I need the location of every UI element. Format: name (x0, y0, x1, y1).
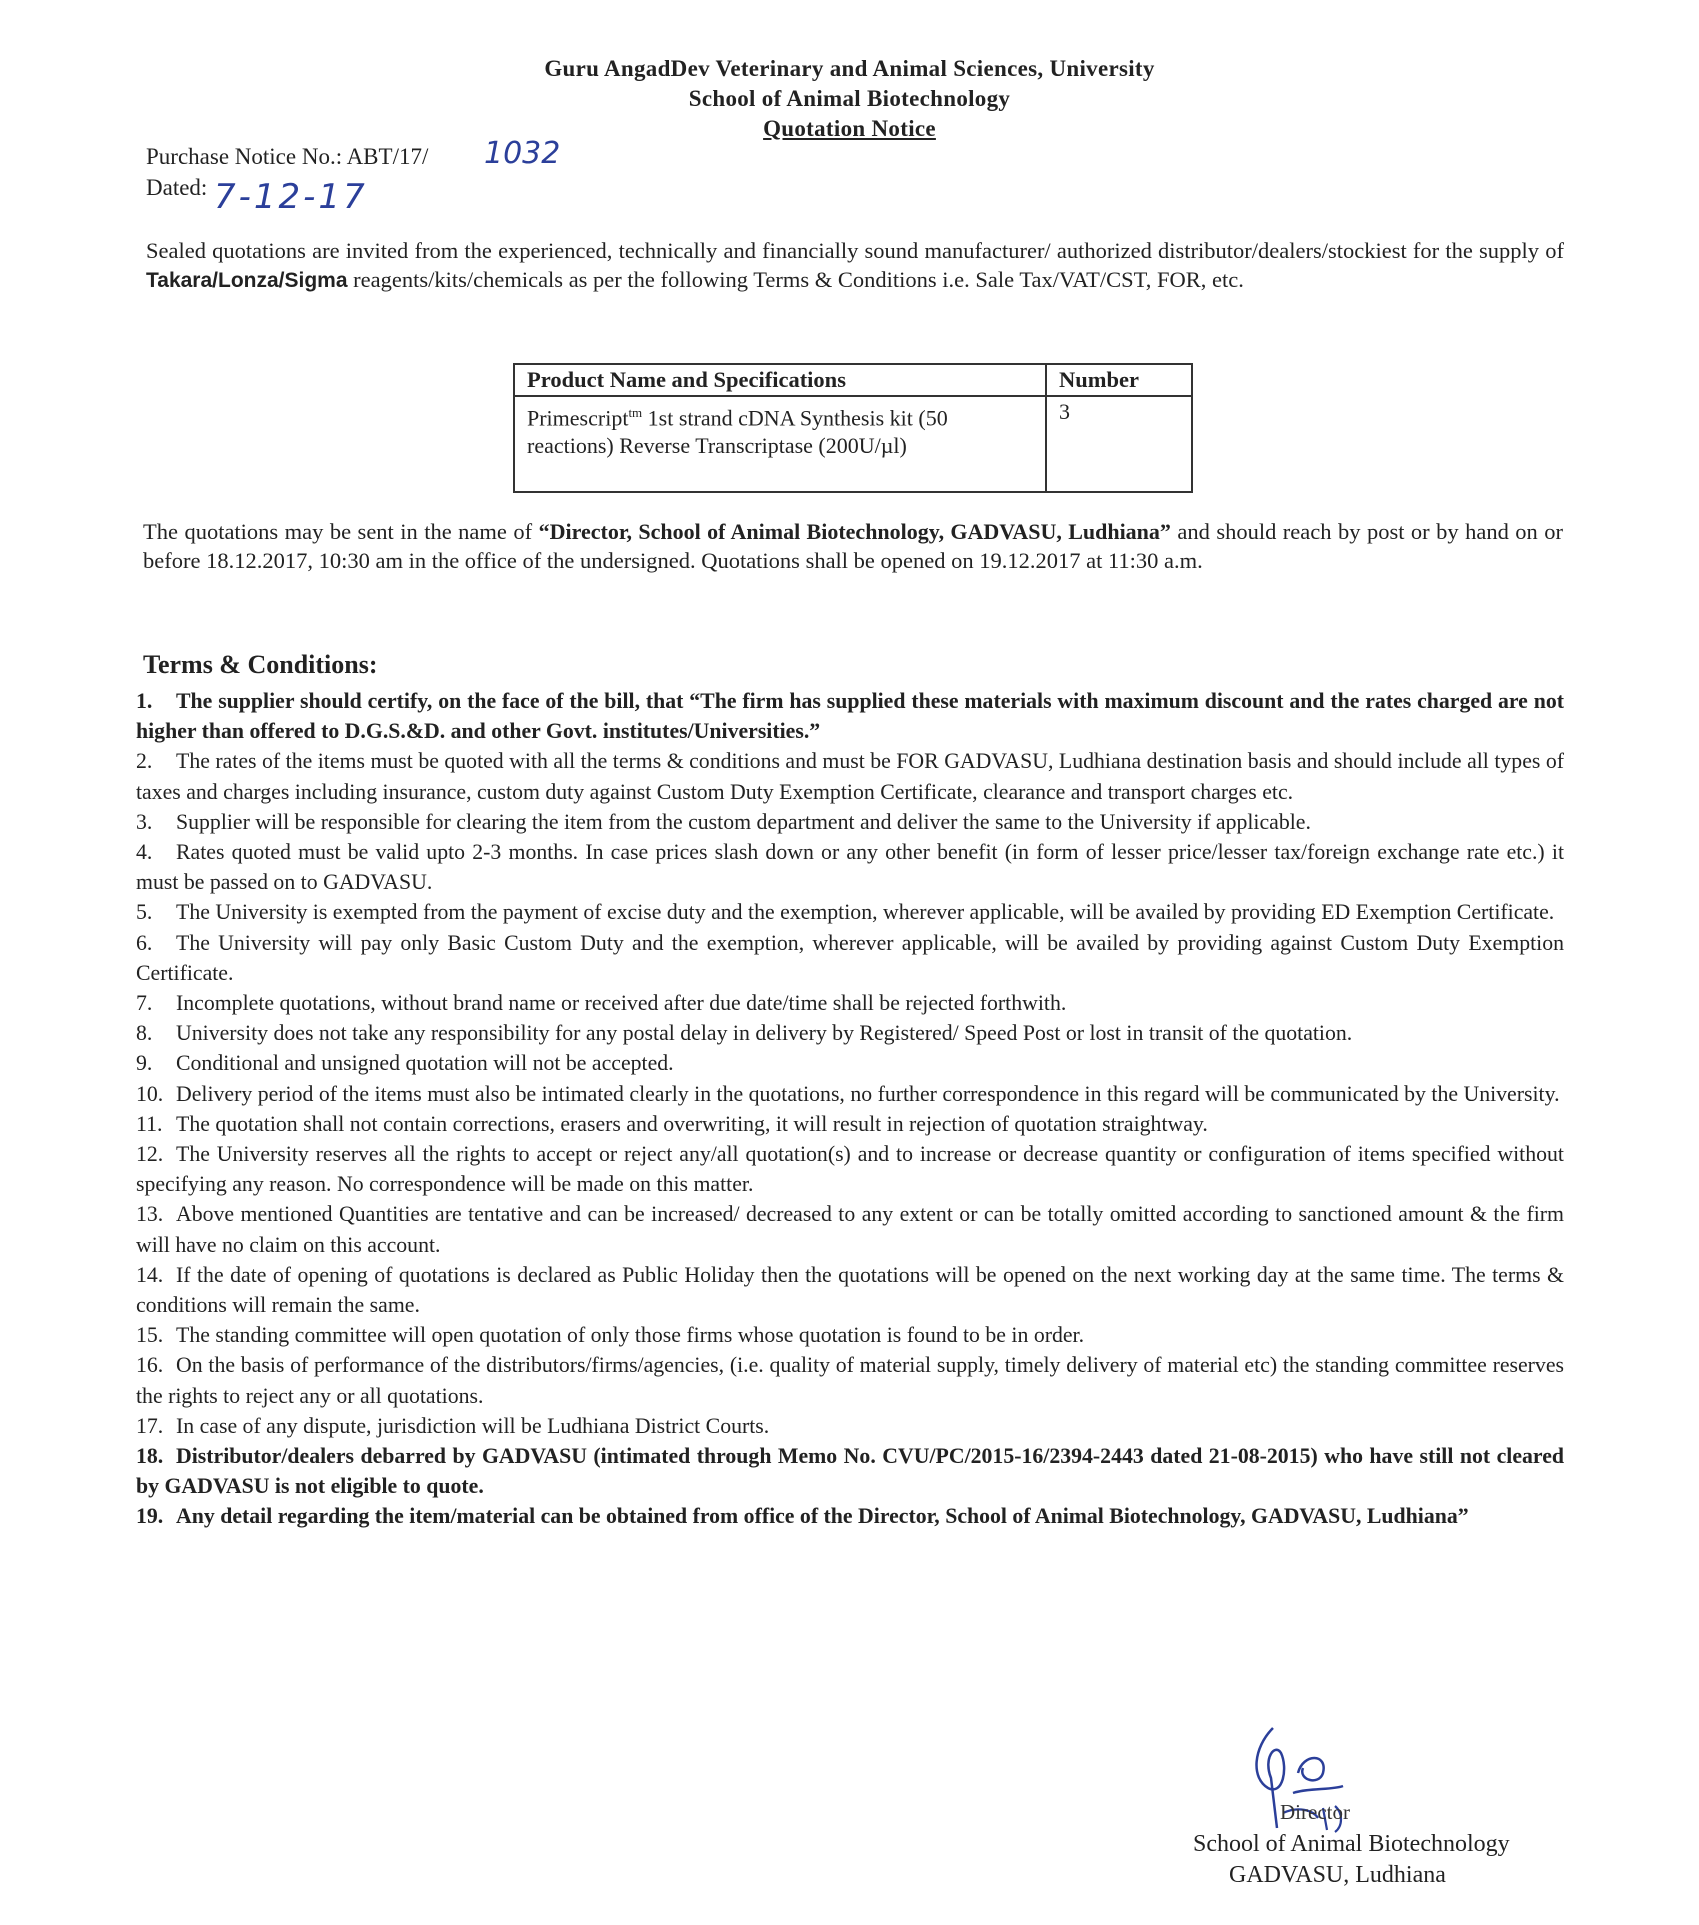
trademark-mark: tm (628, 405, 643, 420)
list-item (136, 1139, 1564, 1199)
term-number: 12. (136, 1142, 164, 1167)
term-number: 16. (136, 1353, 164, 1378)
term-number: 9. (136, 1051, 153, 1076)
list-item (136, 897, 1564, 927)
handwritten-date: 7-12-17 (214, 177, 368, 217)
term-text: Rates quoted must be valid upto 2-3 months. In case prices slash down or any other benefit (in form of lesser price/lesser tax/foreign exchange rate etc.) it must be passed on to GADVASU. (136, 840, 1564, 895)
term-number: 13. (136, 1202, 164, 1227)
term-text: Incomplete quotations, without brand name or received after due date/time shall be rejected forthwith. (176, 991, 1067, 1016)
product-table (513, 363, 1193, 493)
term-text: If the date of opening of quotations is declared as Public Holiday then the quotations will be opened on the next working day at the same time. The terms & conditions will remain the same. (136, 1262, 1564, 1318)
term-text: The University reserves all the rights to accept or reject any/all quotation(s) and to increase or decrease quantity or configuration of items specified without specifying any reason. No correspondence will be made on this matter. (136, 1142, 1564, 1197)
list-item (136, 1411, 1564, 1441)
term-text: The University will pay only Basic Custom Duty and the exemption, wherever applicable, will be availed by providing against Custom Duty Exemption Certificate. (136, 930, 1564, 985)
term-text: Distributor/dealers debarred by GADVASU (intimated through Memo No. CVU/PC/2015-16/2394-2443 dated 21-08-2015) who have still not cleared by GADVASU is not eligible to quote. (136, 1444, 1564, 1499)
term-text: Delivery period of the items must also be intimated clearly in the quotations, no further correspondence in this regard will be communicated by the University. (176, 1081, 1560, 1106)
submission-paragraph (143, 517, 1563, 575)
intro-text-1: Sealed quotations are invited from the experienced, technically and financially sound manufacturer/ authorized distributor/dealers/stockiest for the supply of (146, 238, 1564, 263)
number-header: Number (1046, 364, 1192, 396)
list-item (136, 1441, 1564, 1501)
list-item (136, 1260, 1564, 1320)
university-name: Guru AngadDev Veterinary and Animal Sciences, University (544, 56, 1155, 81)
list-item (136, 686, 1564, 746)
term-number: 2. (136, 749, 153, 774)
school-name: School of Animal Biotechnology (688, 86, 1011, 111)
intro-paragraph (146, 236, 1564, 295)
term-number: 11. (136, 1111, 163, 1136)
list-item (136, 837, 1564, 897)
list-item (136, 807, 1564, 837)
term-number: 6. (136, 930, 153, 955)
term-number: 7. (136, 991, 153, 1016)
purchase-notice-number (146, 136, 561, 171)
list-item (136, 1501, 1564, 1531)
dated-label: Dated: (146, 175, 208, 200)
term-text: Above mentioned Quantities are tentative and can be increased/ decreased to any extent or can be totally omitted according to sanctioned amount & the firm will have no claim on this account. (136, 1202, 1564, 1257)
document-title: Quotation Notice (763, 116, 936, 141)
term-text: Supplier will be responsible for clearing the item from the custom department and deliver the same to the University if applicable. (176, 809, 1311, 834)
term-number: 1. (136, 689, 153, 713)
list-item (136, 1350, 1564, 1410)
signatory-title: Director (1280, 1800, 1350, 1824)
term-number: 5. (136, 900, 153, 925)
list-item (136, 1320, 1564, 1350)
term-text: The rates of the items must be quoted with all the terms & conditions and must be FOR GADVASU, Ludhiana destination basis and should include all types of taxes and charges including insurance, custom duty against Custom Duty Exemption Certificate, clearance and transport charges etc. (136, 749, 1564, 804)
list-item (136, 988, 1564, 1018)
product-number-cell: 3 (1046, 396, 1192, 492)
product-name-header: Product Name and Specifications (514, 364, 1046, 396)
submission-text-1: The quotations may be sent in the name of (143, 519, 539, 544)
term-text: The supplier should certify, on the face of the bill, that “The firm has supplied these materials with maximum discount and the rates charged are not higher than offered to D.G.S.&D. and other Govt. institutes/Universities.” (136, 689, 1564, 744)
list-item (136, 1048, 1564, 1078)
list-item (136, 1109, 1564, 1139)
intro-brands: Takara/Lonza/Sigma (146, 269, 348, 292)
list-item (136, 1018, 1564, 1048)
term-number: 4. (136, 840, 153, 865)
table-row (514, 396, 1192, 492)
notice-date (146, 175, 368, 217)
submission-text-2: and should reach by post or by hand on or before 18.12.2017, 10:30 am in the office of the undersigned. Quotations shall be opened on 19.12.2017 at 11:30 a.m. (143, 519, 1563, 573)
term-number: 17. (136, 1413, 164, 1438)
purchase-notice-label: Purchase Notice No.: ABT/17/ (146, 144, 429, 169)
list-item (136, 928, 1564, 988)
product-name-prefix: Primescript (527, 405, 629, 431)
term-text: Any detail regarding the item/material can be obtained from office of the Director, School of Animal Biotechnology, GADVASU, Ludhiana” (176, 1504, 1469, 1529)
submission-addressee: “Director, School of Animal Biotechnology, GADVASU, Ludhiana” (538, 519, 1171, 544)
term-text: University does not take any responsibility for any postal delay in delivery by Registered/ Speed Post or lost in transit of the quotation. (176, 1021, 1353, 1046)
term-number: 19. (136, 1504, 164, 1529)
term-text: Conditional and unsigned quotation will not be accepted. (176, 1051, 674, 1076)
term-number: 8. (136, 1021, 153, 1046)
signatory-school: School of Animal Biotechnology (1193, 1831, 1510, 1857)
term-text: On the basis of performance of the distributors/firms/agencies, (i.e. quality of material supply, timely delivery of material etc) the standing committee reserves the rights to reject any or all quotations. (136, 1353, 1564, 1408)
list-item (136, 1079, 1564, 1109)
term-number: 18. (136, 1444, 164, 1469)
list-item (136, 1199, 1564, 1259)
product-name-rest: 1st strand cDNA Synthesis kit (50 reactions) Reverse Transcriptase (200U/µl) (527, 405, 948, 459)
product-table-header (514, 364, 1192, 396)
term-text: The quotation shall not contain corrections, erasers and overwriting, it will result in rejection of quotation straightway. (176, 1111, 1208, 1136)
term-number: 15. (136, 1323, 164, 1348)
product-spec-cell (514, 396, 1046, 492)
term-text: In case of any dispute, jurisdiction will be Ludhiana District Courts. (176, 1413, 770, 1438)
term-number: 3. (136, 809, 153, 834)
signatory-place: GADVASU, Ludhiana (1229, 1862, 1446, 1888)
term-text: The University is exempted from the payment of excise duty and the exemption, wherever applicable, will be availed by providing ED Exemption Certificate. (176, 900, 1555, 925)
term-text: The standing committee will open quotation of only those firms whose quotation is found to be in order. (176, 1323, 1085, 1348)
term-number: 10. (136, 1081, 164, 1106)
terms-heading: Terms & Conditions: (143, 650, 378, 679)
intro-text-2: reagents/kits/chemicals as per the following Terms & Conditions i.e. Sale Tax/VAT/CST, FOR, etc. (347, 267, 1244, 292)
terms-list (136, 686, 1564, 1532)
list-item (136, 746, 1564, 806)
term-number: 14. (136, 1262, 164, 1287)
handwritten-notice-number: 1032 (484, 136, 561, 171)
